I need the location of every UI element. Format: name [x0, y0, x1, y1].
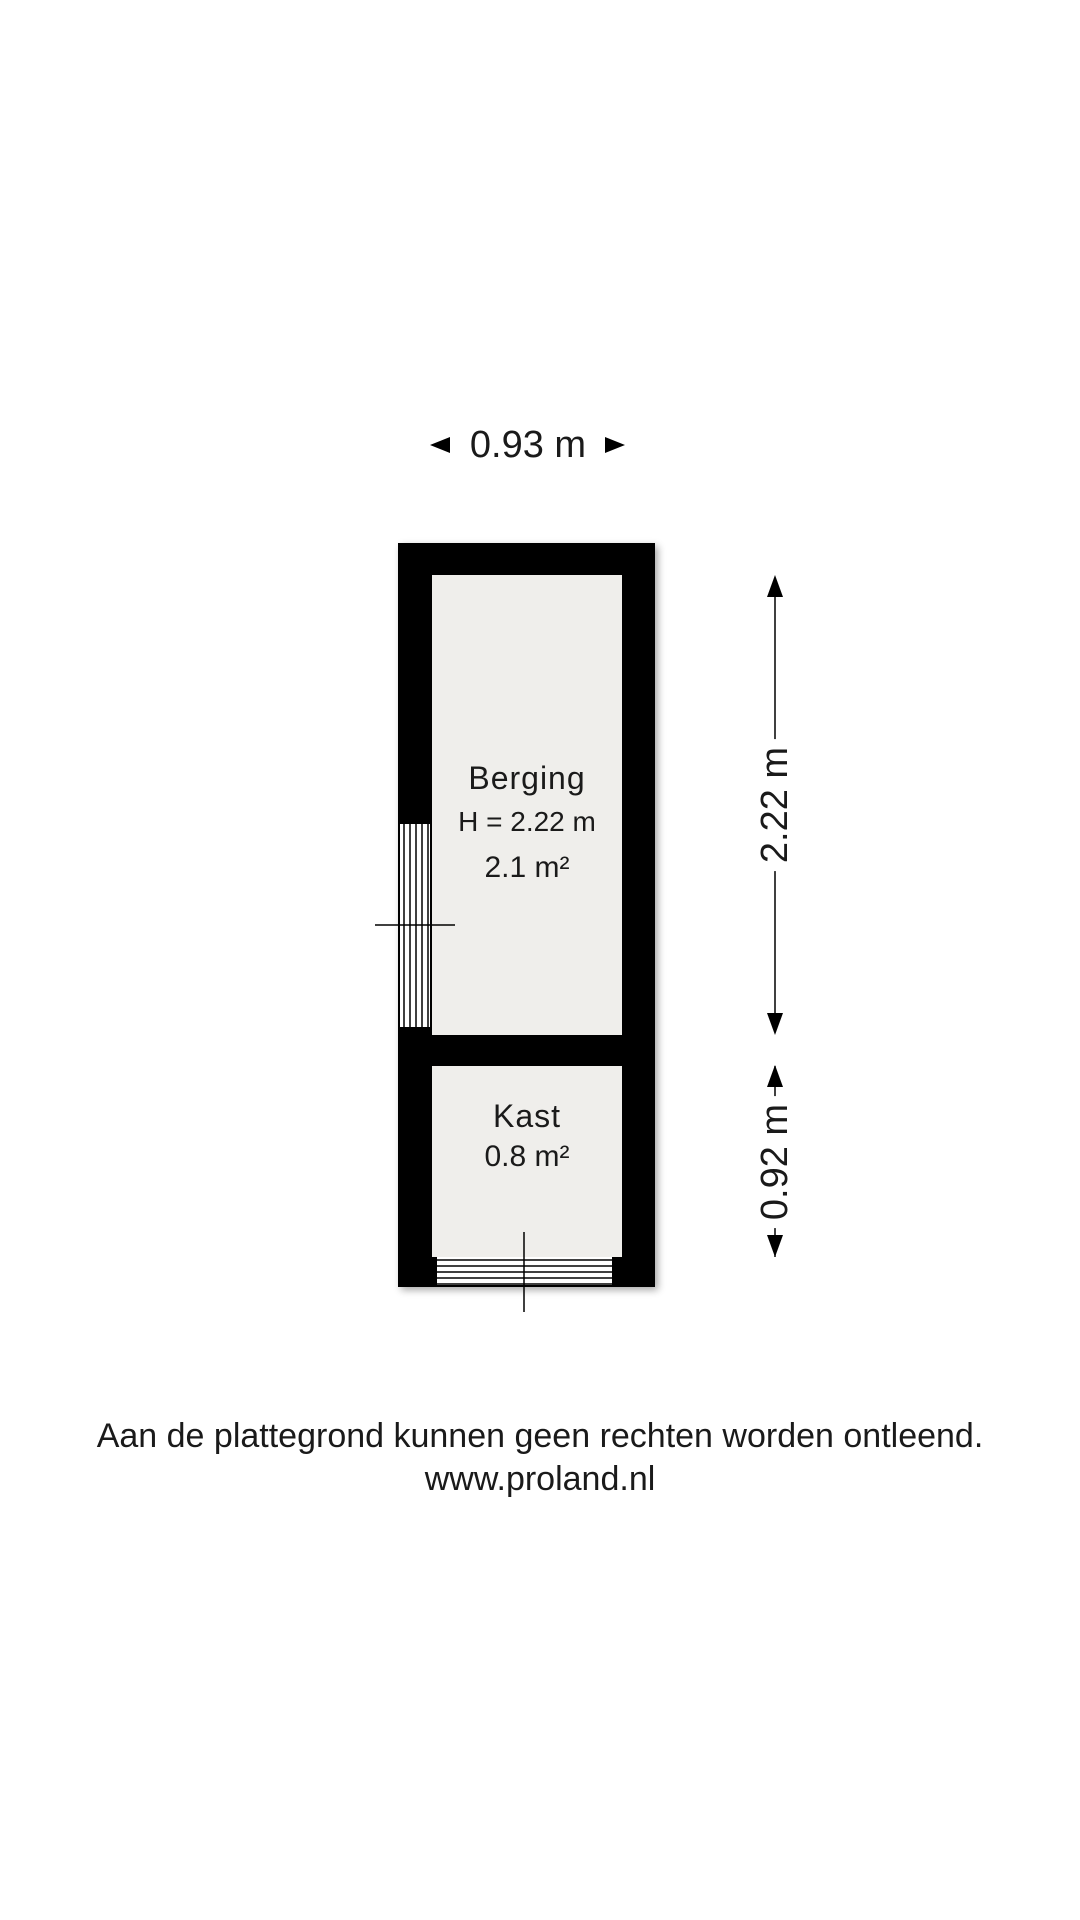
room-berging-area: 2.1 m²	[484, 851, 570, 884]
room-berging-height: H = 2.22 m	[458, 806, 596, 837]
room-berging-floor	[432, 575, 622, 1035]
dimension-berging-label: 2.22 m	[756, 739, 794, 871]
website-link[interactable]: www.proland.nl	[424, 1460, 656, 1498]
dimension-kast-label: 0.92 m	[756, 1096, 794, 1228]
room-kast-area: 0.8 m²	[484, 1140, 570, 1173]
dimension-width-label: 0.93 m	[469, 424, 587, 466]
disclaimer-text: Aan de plattegrond kunnen geen rechten worden ontleend.	[96, 1417, 984, 1455]
room-kast-name: Kast	[492, 1098, 562, 1134]
room-berging-name: Berging	[468, 760, 586, 796]
